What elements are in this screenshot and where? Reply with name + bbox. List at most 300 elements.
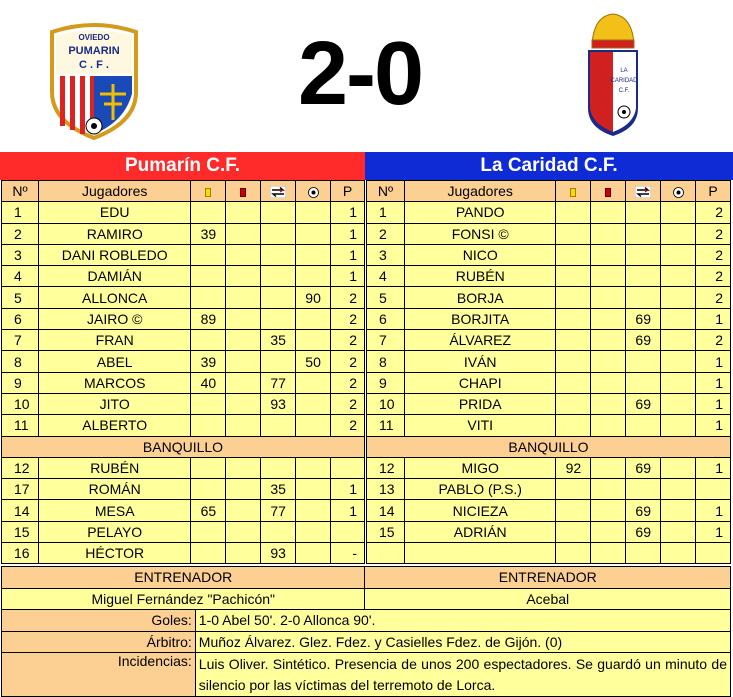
col-red: [226, 181, 261, 202]
incidents-text: Luis Oliver. Sintético. Presencia de unos 200 espectadores. Se guardó un minuto de silencio por las víctimas del terremoto de Lorca.: [195, 653, 730, 697]
away-coach-name: Acebal: [365, 588, 731, 610]
substitution-minute: [626, 543, 661, 564]
player-number: 17: [2, 479, 39, 500]
yellow-card-minute: [191, 543, 226, 564]
player-row: [367, 500, 731, 521]
home-header-row: [2, 181, 365, 202]
substitution-minute: [626, 372, 661, 393]
player-name: BORJA: [404, 287, 556, 308]
player-number: 1: [367, 202, 405, 223]
player-name: VITI: [404, 415, 556, 436]
player-name: DAMIÁN: [38, 266, 191, 287]
player-name: ROMÁN: [38, 479, 191, 500]
player-name: FONSI ©: [404, 223, 556, 244]
player-name: PELAYO: [38, 521, 191, 542]
home-coach-label: ENTRENADOR: [2, 567, 365, 589]
substitution-minute: [261, 457, 296, 478]
player-points: 2: [331, 351, 365, 372]
goal-minute: [296, 521, 331, 542]
substitution-minute: [626, 266, 661, 287]
player-row: [367, 244, 731, 265]
yellow-card-minute: 40: [191, 372, 226, 393]
col-sub: [626, 181, 661, 202]
substitution-minute: [261, 266, 296, 287]
player-points: 2: [331, 372, 365, 393]
player-points: 1: [331, 500, 365, 521]
player-row: [2, 202, 365, 223]
player-name: PANDO: [404, 202, 556, 223]
goal-minute: [661, 223, 696, 244]
goal-minute: [661, 521, 696, 542]
match-summary-table: [1, 566, 731, 697]
yellow-card-minute: [556, 543, 591, 564]
bench-header-row: [367, 436, 731, 457]
crest-text-line1: OVIEDO: [78, 33, 110, 42]
substitution-minute: 69: [626, 457, 661, 478]
bench-label: BANQUILLO: [2, 436, 365, 457]
yellow-card-minute: [191, 479, 226, 500]
red-card-minute: [226, 223, 261, 244]
player-row: [2, 521, 365, 542]
substitution-minute: [261, 351, 296, 372]
goals-label: Goles:: [2, 610, 196, 632]
player-name: ALLONCA: [38, 287, 191, 308]
player-number: 14: [367, 500, 405, 521]
substitution-minute: [261, 223, 296, 244]
yellow-card-minute: [556, 308, 591, 329]
player-row: [2, 223, 365, 244]
red-card-minute: [591, 223, 626, 244]
player-points: 1: [696, 308, 731, 329]
player-number: 9: [2, 372, 39, 393]
player-number: 1: [2, 202, 39, 223]
substitution-minute: [261, 415, 296, 436]
player-number: 10: [2, 393, 39, 414]
player-name: HÉCTOR: [38, 543, 191, 564]
yellow-card-minute: 39: [191, 223, 226, 244]
player-points: 2: [331, 393, 365, 414]
player-row: [367, 479, 731, 500]
player-name: DANI ROBLEDO: [38, 244, 191, 265]
yellow-card-minute: [556, 202, 591, 223]
substitution-minute: [261, 308, 296, 329]
player-row: [2, 330, 365, 351]
substitution-icon: [635, 186, 651, 198]
goal-minute: [661, 372, 696, 393]
player-number: 11: [2, 415, 39, 436]
yellow-card-minute: 65: [191, 500, 226, 521]
player-row: [2, 393, 365, 414]
col-players: Jugadores: [38, 181, 191, 202]
away-lineup-table: [366, 180, 731, 564]
goal-minute: [661, 287, 696, 308]
substitution-minute: [626, 244, 661, 265]
goal-minute: [296, 543, 331, 564]
col-yellow: [191, 181, 226, 202]
red-card-minute: [226, 330, 261, 351]
player-number: 9: [367, 372, 405, 393]
player-name: NICIEZA: [404, 500, 556, 521]
player-row: [367, 457, 731, 478]
player-points: 2: [696, 223, 731, 244]
player-points: 1: [696, 415, 731, 436]
red-card-minute: [591, 415, 626, 436]
goal-minute: [661, 543, 696, 564]
substitution-minute: 69: [626, 500, 661, 521]
player-row: [367, 287, 731, 308]
substitution-minute: [626, 223, 661, 244]
player-points: 2: [696, 287, 731, 308]
player-row: [367, 308, 731, 329]
substitution-minute: 69: [626, 393, 661, 414]
goal-minute: [661, 351, 696, 372]
player-points: [331, 521, 365, 542]
player-points: 1: [696, 372, 731, 393]
yellow-card-minute: [191, 457, 226, 478]
col-yellow: [556, 181, 591, 202]
yellow-card-minute: [556, 521, 591, 542]
pumarin-crest-icon: [44, 22, 144, 140]
goal-minute: 90: [296, 287, 331, 308]
red-card-icon: [605, 188, 611, 197]
crest-text-line2: PUMARIN: [68, 45, 120, 57]
bench-label: BANQUILLO: [367, 436, 731, 457]
yellow-card-minute: [191, 521, 226, 542]
player-row: [2, 244, 365, 265]
crest-away-line1: LA: [620, 68, 628, 74]
substitution-icon: [270, 186, 286, 198]
player-points: 2: [696, 202, 731, 223]
crest-text-line3: C . F .: [79, 59, 109, 71]
player-name: ÁLVAREZ: [404, 330, 556, 351]
bench-header-row: [2, 436, 365, 457]
football-icon: [673, 187, 684, 198]
goal-minute: [661, 393, 696, 414]
red-card-minute: [226, 500, 261, 521]
red-card-minute: [226, 202, 261, 223]
yellow-card-minute: [556, 330, 591, 351]
player-number: 15: [2, 521, 39, 542]
yellow-card-icon: [570, 188, 576, 197]
player-number: 5: [367, 287, 405, 308]
crest-away-line3: C.F.: [618, 88, 630, 94]
player-row: [2, 457, 365, 478]
player-name: PABLO (P.S.): [404, 479, 556, 500]
incidents-label: Incidencias:: [2, 653, 196, 697]
player-number: 2: [367, 223, 405, 244]
substitution-minute: [261, 202, 296, 223]
player-name: ABEL: [38, 351, 191, 372]
col-number: Nº: [2, 181, 39, 202]
yellow-card-minute: [556, 500, 591, 521]
player-points: 1: [331, 244, 365, 265]
player-name: FRAN: [38, 330, 191, 351]
red-card-minute: [591, 393, 626, 414]
col-goals: [296, 181, 331, 202]
goal-minute: [661, 244, 696, 265]
col-points: P: [331, 181, 365, 202]
red-card-minute: [591, 330, 626, 351]
red-card-minute: [226, 372, 261, 393]
player-row: [367, 266, 731, 287]
la-caridad-crest-icon: [584, 12, 642, 136]
red-card-minute: [226, 457, 261, 478]
yellow-card-icon: [205, 188, 211, 197]
match-header: [0, 0, 733, 150]
player-row: [2, 372, 365, 393]
goal-minute: [296, 457, 331, 478]
goal-minute: [661, 479, 696, 500]
player-number: 13: [367, 479, 405, 500]
substitution-minute: [626, 479, 661, 500]
goal-minute: [296, 479, 331, 500]
player-name: JAIRO ©: [38, 308, 191, 329]
player-row: [367, 415, 731, 436]
player-points: -: [331, 543, 365, 564]
player-number: 4: [367, 266, 405, 287]
player-number: 6: [367, 308, 405, 329]
substitution-minute: [626, 287, 661, 308]
match-score: 2-0: [297, 24, 423, 124]
col-players: Jugadores: [404, 181, 556, 202]
yellow-card-minute: [556, 287, 591, 308]
substitution-minute: [261, 521, 296, 542]
home-team-name: Pumarín C.F.: [0, 152, 365, 180]
player-row: [367, 393, 731, 414]
player-number: 15: [367, 521, 405, 542]
col-sub: [261, 181, 296, 202]
player-name: PRIDA: [404, 393, 556, 414]
goal-minute: [296, 500, 331, 521]
player-number: 12: [2, 457, 39, 478]
referee-label: Árbitro:: [2, 631, 196, 653]
yellow-card-minute: 92: [556, 457, 591, 478]
referee-text: Muñoz Álvarez. Glez. Fdez. y Casielles Fdez. de Gijón. (0): [195, 631, 730, 653]
home-coach-name: Miguel Fernández "Pachicón": [2, 588, 365, 610]
player-points: 1: [331, 223, 365, 244]
player-points: 2: [331, 287, 365, 308]
player-number: 14: [2, 500, 39, 521]
substitution-minute: 35: [261, 330, 296, 351]
player-name: IVÁN: [404, 351, 556, 372]
player-row: [2, 415, 365, 436]
col-points: P: [696, 181, 731, 202]
player-number: 11: [367, 415, 405, 436]
substitution-minute: 77: [261, 372, 296, 393]
player-points: [331, 457, 365, 478]
player-number: [367, 543, 405, 564]
yellow-card-minute: [556, 479, 591, 500]
player-row: [2, 287, 365, 308]
substitution-minute: [626, 415, 661, 436]
yellow-card-minute: [556, 223, 591, 244]
yellow-card-minute: [191, 202, 226, 223]
substitution-minute: 77: [261, 500, 296, 521]
red-card-minute: [591, 457, 626, 478]
player-name: BORJITA: [404, 308, 556, 329]
player-points: [696, 479, 731, 500]
substitution-minute: 69: [626, 308, 661, 329]
yellow-card-minute: [191, 393, 226, 414]
goal-minute: [296, 244, 331, 265]
player-points: 1: [331, 202, 365, 223]
player-row: [367, 351, 731, 372]
red-card-minute: [226, 287, 261, 308]
player-name: MESA: [38, 500, 191, 521]
yellow-card-minute: [191, 266, 226, 287]
substitution-minute: 35: [261, 479, 296, 500]
player-points: 2: [696, 330, 731, 351]
player-number: 5: [2, 287, 39, 308]
goal-minute: [661, 202, 696, 223]
col-goals: [661, 181, 696, 202]
yellow-card-minute: [556, 351, 591, 372]
goal-minute: [661, 308, 696, 329]
yellow-card-minute: [556, 372, 591, 393]
football-icon: [308, 187, 319, 198]
player-points: 1: [696, 521, 731, 542]
yellow-card-minute: [556, 244, 591, 265]
player-row: [367, 372, 731, 393]
goal-minute: [296, 415, 331, 436]
player-row: [367, 223, 731, 244]
player-name: RAMIRO: [38, 223, 191, 244]
player-number: 7: [367, 330, 405, 351]
player-points: 2: [331, 330, 365, 351]
red-card-minute: [591, 308, 626, 329]
player-number: 7: [2, 330, 39, 351]
goal-minute: [661, 330, 696, 351]
player-points: 2: [696, 244, 731, 265]
red-card-minute: [226, 479, 261, 500]
player-number: 2: [2, 223, 39, 244]
yellow-card-minute: [191, 244, 226, 265]
player-points: 1: [696, 393, 731, 414]
red-card-minute: [226, 308, 261, 329]
substitution-minute: 69: [626, 330, 661, 351]
goal-minute: [296, 393, 331, 414]
yellow-card-minute: [556, 393, 591, 414]
player-points: 2: [331, 415, 365, 436]
substitution-minute: 93: [261, 393, 296, 414]
red-card-minute: [226, 244, 261, 265]
home-lineup-table: [1, 180, 365, 564]
red-card-minute: [226, 415, 261, 436]
player-name: RUBÉN: [38, 457, 191, 478]
yellow-card-minute: [191, 330, 226, 351]
red-card-minute: [591, 372, 626, 393]
away-header-row: [367, 181, 731, 202]
player-row: [2, 266, 365, 287]
red-card-minute: [591, 266, 626, 287]
substitution-minute: 69: [626, 521, 661, 542]
col-red: [591, 181, 626, 202]
goal-minute: [661, 500, 696, 521]
goal-minute: [661, 457, 696, 478]
substitution-minute: [626, 202, 661, 223]
yellow-card-minute: 39: [191, 351, 226, 372]
player-number: 16: [2, 543, 39, 564]
player-row: [367, 521, 731, 542]
player-points: 1: [331, 479, 365, 500]
red-card-minute: [226, 543, 261, 564]
player-row: [367, 543, 731, 564]
player-number: 3: [367, 244, 405, 265]
player-row: [367, 330, 731, 351]
player-row: [2, 479, 365, 500]
red-card-minute: [591, 500, 626, 521]
red-card-minute: [591, 202, 626, 223]
goal-minute: [296, 223, 331, 244]
red-card-minute: [226, 521, 261, 542]
player-number: 8: [367, 351, 405, 372]
player-row: [2, 543, 365, 564]
player-name: MARCOS: [38, 372, 191, 393]
player-name: JITO: [38, 393, 191, 414]
player-name: ALBERTO: [38, 415, 191, 436]
player-name: CHAPI: [404, 372, 556, 393]
goal-minute: [296, 330, 331, 351]
player-points: [696, 543, 731, 564]
player-number: 6: [2, 308, 39, 329]
yellow-card-minute: [556, 415, 591, 436]
player-points: 1: [696, 500, 731, 521]
red-card-minute: [591, 479, 626, 500]
player-number: 8: [2, 351, 39, 372]
away-coach-label: ENTRENADOR: [365, 567, 731, 589]
red-card-minute: [226, 351, 261, 372]
player-name: RUBÉN: [404, 266, 556, 287]
player-number: 10: [367, 393, 405, 414]
red-card-minute: [226, 266, 261, 287]
player-name: ADRIÁN: [404, 521, 556, 542]
red-card-minute: [591, 244, 626, 265]
player-points: 1: [331, 266, 365, 287]
red-card-minute: [226, 393, 261, 414]
substitution-minute: 93: [261, 543, 296, 564]
player-name: NICO: [404, 244, 556, 265]
goal-minute: [296, 372, 331, 393]
player-number: 12: [367, 457, 405, 478]
player-points: 1: [696, 351, 731, 372]
goals-text: 1-0 Abel 50'. 2-0 Allonca 90'.: [195, 610, 730, 632]
player-row: [2, 351, 365, 372]
player-number: 3: [2, 244, 39, 265]
goal-minute: [296, 266, 331, 287]
red-card-minute: [591, 521, 626, 542]
player-points: 2: [696, 266, 731, 287]
player-points: 1: [696, 457, 731, 478]
goal-minute: [661, 266, 696, 287]
red-card-minute: [591, 543, 626, 564]
substitution-minute: [626, 351, 661, 372]
substitution-minute: [261, 244, 296, 265]
goal-minute: [296, 202, 331, 223]
player-row: [2, 500, 365, 521]
red-card-minute: [591, 287, 626, 308]
yellow-card-minute: [191, 287, 226, 308]
goal-minute: [661, 415, 696, 436]
substitution-minute: [261, 287, 296, 308]
yellow-card-minute: [191, 415, 226, 436]
yellow-card-minute: 89: [191, 308, 226, 329]
player-row: [367, 202, 731, 223]
red-card-minute: [591, 351, 626, 372]
player-row: [2, 308, 365, 329]
player-name: MIGO: [404, 457, 556, 478]
player-name: [404, 543, 556, 564]
player-name: EDU: [38, 202, 191, 223]
